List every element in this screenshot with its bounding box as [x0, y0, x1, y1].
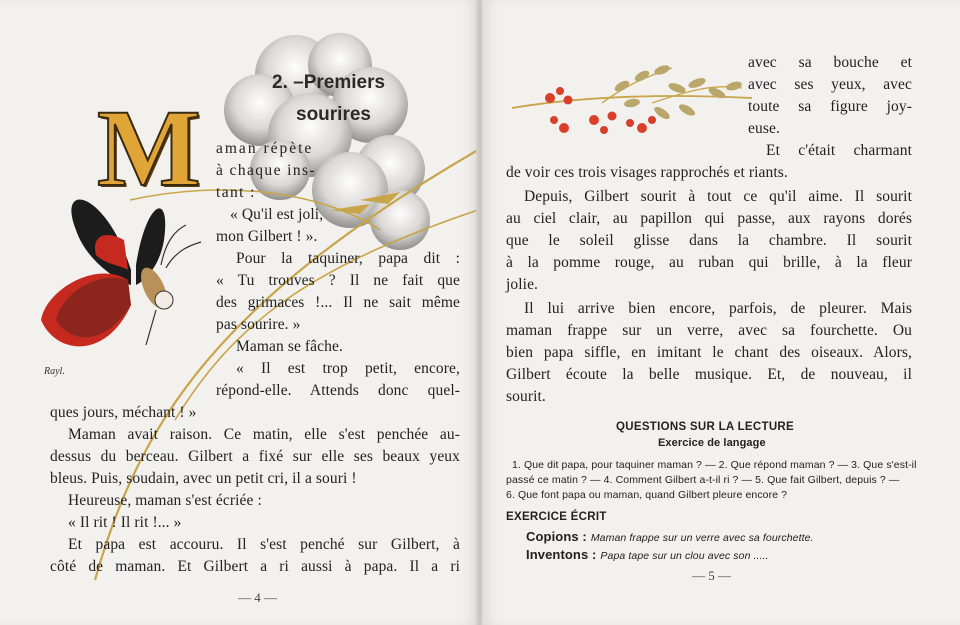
text-line: à la pomme rouge, au ruban qui brille, à la fleur — [506, 254, 912, 271]
text-line: aman répète — [216, 140, 314, 157]
question-line: passé ce matin ? — 4. Comment Gilbert a-t-il ri ? — 5. Que fait Gilbert, depuis ? — — [506, 474, 900, 486]
text-line: maman frappe sur un verre, avec sa fourchette. Ou — [506, 322, 912, 339]
chapter-title-line1: 2. –Premiers — [272, 72, 386, 93]
text-line: répond-elle. Attends donc quel- — [216, 382, 460, 399]
text-line: pas sourire. » — [216, 316, 301, 333]
text-line: jolie. — [506, 276, 539, 293]
inventons-label: Inventons : — [526, 547, 597, 562]
text-line: côté de maman. Et Gilbert a ri aussi à papa. Il a ri — [50, 558, 460, 575]
text-line: bleus. Puis, soudain, avec un petit cri, il a souri ! — [50, 470, 357, 487]
text-line: Heureuse, maman s'est écriée : — [68, 492, 262, 509]
questions-subtitle: Exercice de langage — [658, 437, 766, 449]
question-line: 6. Que font papa ou maman, quand Gilbert pleure encore ? — [506, 489, 788, 501]
illustrator-signature: Rayl. — [44, 366, 65, 377]
text-line: à chaque ins- — [216, 162, 316, 179]
page-number-left: — 4 — — [238, 590, 277, 605]
question-line: 1. Que dit papa, pour taquiner maman ? — 2. Que répond maman ? — 3. Que s'est-il — [512, 459, 917, 471]
right-page — [482, 0, 960, 625]
text-line: Il lui arrive bien encore, parfois, de pleurer. Mais — [524, 300, 912, 317]
text-line: Depuis, Gilbert sourit à tout ce qu'il aime. Il sourit — [524, 188, 912, 205]
text-line: dessus du berceau. Gilbert a fixé sur elle ses beaux yeux — [50, 448, 460, 465]
text-line: Maman se fâche. — [236, 338, 343, 355]
text-line: sourit. — [506, 388, 546, 405]
drop-cap: M — [97, 87, 201, 209]
copions-label: Copions : — [526, 529, 587, 544]
text-line: bien papa siffle, en imitant le chant des oiseaux. Alors, — [506, 344, 912, 361]
text-line: avec sa bouche et — [748, 54, 912, 71]
text-line: ques jours, méchant ! » — [50, 404, 197, 421]
text-line: « Il rit ! Il rit !... » — [68, 514, 182, 531]
text-line: que le soleil glisse dans la chambre. Il sourit — [506, 232, 912, 249]
text-line: au ciel clair, au papillon qui passe, aux rayons dorés — [506, 210, 912, 227]
text-line: de voir ces trois visages rapprochés et riants. — [506, 164, 788, 181]
text-line: mon Gilbert ! ». — [216, 228, 318, 245]
left-page — [0, 0, 478, 625]
text-line: Maman avait raison. Ce matin, elle s'est penchée au- — [68, 426, 460, 443]
inventons-line — [526, 544, 769, 567]
page-number-right: — 5 — — [692, 568, 731, 583]
text-line: euse. — [748, 120, 780, 137]
inventons-text: Papa tape sur un clou avec son ..... — [600, 550, 769, 562]
chapter-title-line2: sourires — [296, 104, 371, 125]
flower-sprig-illustration — [512, 58, 752, 158]
text-line: Gilbert écoute la belle musique. Et, de nouveau, il — [506, 366, 912, 383]
text-line: tant : — [216, 184, 256, 201]
questions-title: QUESTIONS SUR LA LECTURE — [616, 421, 795, 433]
text-line: des grimaces !... Il ne sait même — [216, 294, 460, 311]
text-line: « Qu'il est joli, — [230, 206, 324, 223]
text-line: Et c'était charmant — [766, 142, 912, 159]
copions-text: Maman frappe sur un verre avec sa fourchette. — [590, 532, 814, 544]
text-line: Et papa est accouru. Il s'est penché sur Gilbert, à — [68, 536, 460, 553]
text-line: Pour la taquiner, papa dit : — [236, 250, 460, 267]
text-line: « Il est trop petit, encore, — [236, 360, 460, 377]
text-line: « Tu trouves ? Il ne fait que — [216, 272, 460, 289]
exercise-title: EXERCICE ÉCRIT — [506, 511, 607, 523]
text-line: toute sa figure joy- — [748, 98, 912, 115]
text-line: avec ses yeux, avec — [748, 76, 912, 93]
